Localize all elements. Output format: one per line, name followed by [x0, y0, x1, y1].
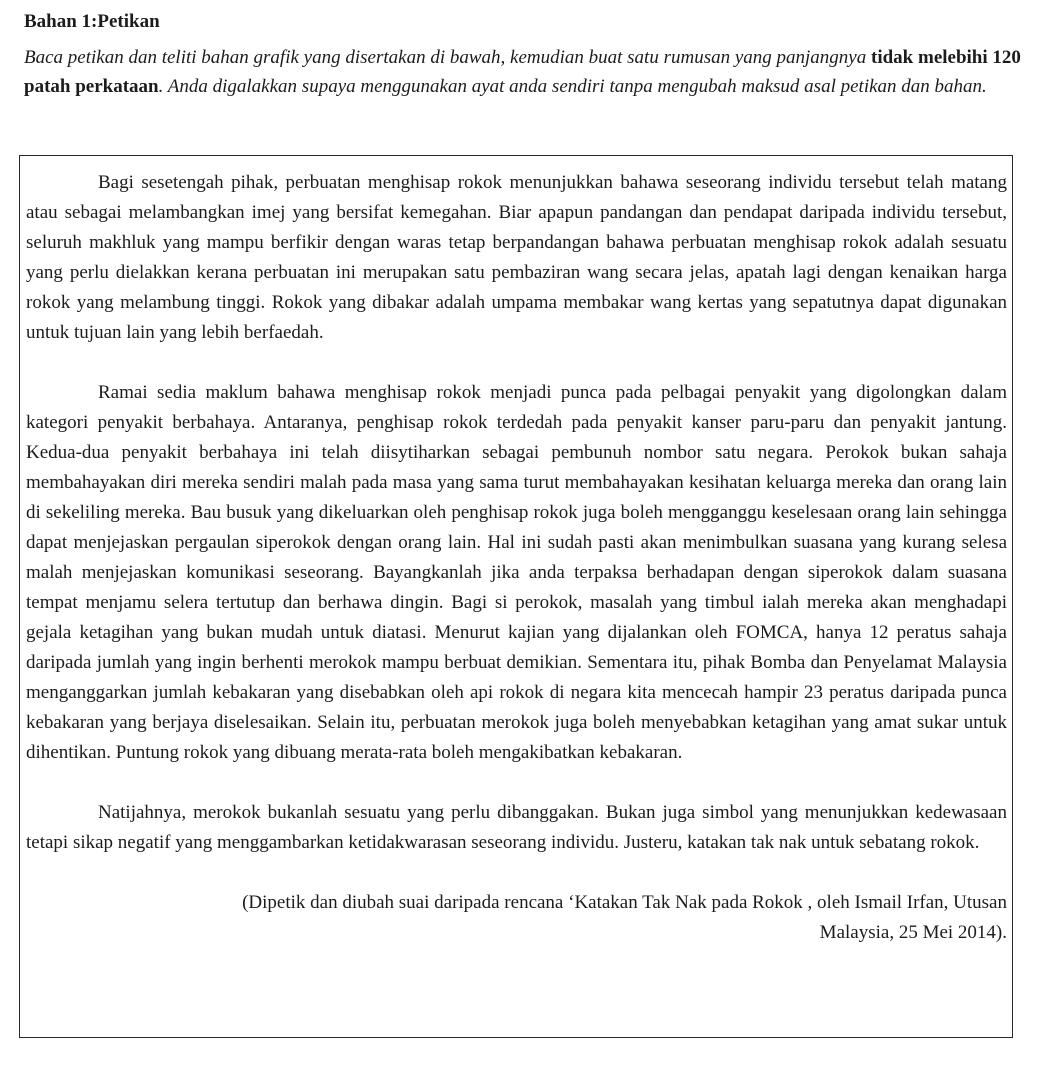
source-line-2: Malaysia, 25 Mei 2014). — [819, 922, 1007, 943]
section-heading: Bahan 1:Petikan — [24, 11, 160, 32]
passage-paragraph-2: Ramai sedia maklum bahawa menghisap rokok menjadi punca pada pelbagai penyakit yang digolongkan dalam kategori penyakit berbahaya. Antaranya, penghisap rokok terdedah pada penyakit kanser paru-paru dan penyakit jantung. Kedua-dua penyakit berbahaya ini telah diisytiharkan sebagai pembunuh nombor satu negara. Perokok bukan sahaja membahayakan diri mereka sendiri malah pada masa yang sama turut membahayakan kesihatan keluarga mereka dan orang lain di sekeliling mereka. Bau busuk yang dikeluarkan oleh penghisap rokok juga boleh mengganggu keselesaan orang lain sehingga dapat menjejaskan pergaulan siperokok dengan orang lain. Hal ini sudah pasti akan menimbulkan suasana yang kurang selesa malah menjejaskan komunikasi seseorang. Bayangkanlah jika anda terpaksa berhadapan dengan siperokok dalam suasana tempat menjamu selera tertutup dan berhawa dingin. Bagi si perokok, masalah yang timbul ialah mereka akan menghadapi gejala ketagihan yang bukan mudah untuk diatasi. Menurut kajian yang dijalankan oleh FOMCA, hanya 12 peratus sahaja daripada jumlah yang ingin berhenti merokok mampu berbuat demikian. Sementara itu, pihak Bomba dan Penyelamat Malaysia menganggarkan jumlah kebakaran yang disebabkan oleh api rokok di negara kita mencecah hampir 23 peratus daripada punca kebakaran yang berjaya diselesaikan. Selain itu, perbuatan merokok juga boleh menyebabkan ketagihan yang amat sukar untuk dihentikan. Puntung rokok yang dibuang merata-rata boleh mengakibatkan kebakaran. — [26, 382, 1007, 763]
passage-source-citation — [26, 888, 1007, 948]
passage-paragraph-1: Bagi sesetengah pihak, perbuatan menghisap rokok menunjukkan bahawa seseorang individu tersebut telah matang atau sebagai melambangkan imej yang bersifat kemegahan. Biar apapun pandangan dan pendapat daripada individu tersebut, seluruh makhluk yang mampu berfikir dengan waras tetap berpandangan bahawa perbuatan menghisap rokok adalah sesuatu yang perlu dielakkan kerana perbuatan ini merupakan satu pembaziran wang secara jelas, apatah lagi dengan kenaikan harga rokok yang melambung tinggi. Rokok yang dibakar adalah umpama membakar wang kertas yang sepatutnya dapat digunakan untuk tujuan lain yang lebih berfaedah. — [26, 172, 1007, 343]
passage-paragraph-3: Natijahnya, merokok bukanlah sesuatu yang perlu dibanggakan. Bukan juga simbol yang menunjukkan kedewasaan tetapi sikap negatif yang menggambarkan ketidakwarasan seseorang individu. Justeru, katakan tak nak untuk sebatang rokok. — [26, 802, 1007, 853]
source-line-1: (Dipetik dan diubah suai daripada rencana ‘Katakan Tak Nak pada Rokok , oleh Ismail Irfan, Utusan — [242, 892, 1007, 913]
passage-box — [19, 155, 1013, 1038]
instructions-part-2: . Anda digalakkan supaya menggunakan ayat anda sendiri tanpa mengubah maksud asal petikan dan bahan. — [158, 75, 987, 97]
instructions-word-limit: tidak melebihi 120 patah perkataan — [24, 47, 1021, 97]
instructions-text — [24, 44, 1024, 101]
instructions-part-1: Baca petikan dan teliti bahan grafik yang disertakan di bawah, kemudian buat satu rumusan yang panjangnya — [24, 47, 871, 68]
